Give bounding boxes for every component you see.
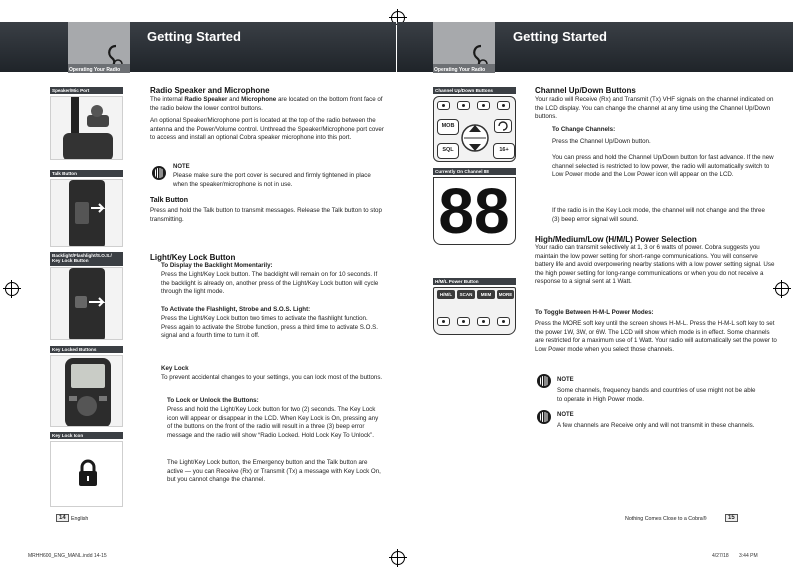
speaker-paragraph-1 [150, 96, 384, 113]
keylock-text: To prevent accidental changes to your settings, you can lock most of the buttons. [161, 374, 383, 381]
slug-date: 4/27/18 [712, 553, 729, 559]
note-text-1: Some channels, frequency bands and countries of use might not be able to operate in High Power mode. [557, 387, 756, 403]
talk-heading: Talk Button [150, 197, 188, 204]
fig-current-label: Currently On Channel 88 [433, 168, 516, 175]
channel-16-button: 16+ [493, 143, 515, 159]
soft-key-4 [497, 101, 510, 110]
channel-up-down-icon [461, 116, 489, 160]
fig-hml-label: H/M/L Power Button [433, 278, 516, 285]
note-icon-2 [537, 410, 551, 424]
sidebar-label-speaker: Speaker/Mic Port [50, 87, 123, 94]
scan-cycle-icon [494, 119, 512, 133]
soft-key-3 [477, 101, 490, 110]
key-lock-icon-box [50, 441, 123, 507]
page-title-right: Getting Started [513, 29, 607, 44]
keylock-sub-text: Press and hold the Light/Key Lock button for two (2) seconds. The Key Lock icon will appear or disappear in the LCD. When Key Lock is On, pressing any of the buttons on the front of the radio will result in a three (3) beep error message and the radio will show “Radio Locked. Hold Lock Key To Unlock”. [167, 406, 379, 439]
backlight-button-photo [50, 267, 123, 340]
fig-channel-label: Channel Up/Down Buttons [433, 87, 516, 94]
talk-text: Press and hold the Talk button to transmit messages. Release the Talk button to stop transmitting. [150, 207, 382, 223]
sidebar-label-key-lock-icon: Key Lock Icon [50, 432, 123, 439]
light-sub-1-text: Press the Light/Key Lock button. The backlight will remain on for 10 seconds. If the backlight is already on, another press of the Light/Key Lock button will cycle through the light mode. [161, 271, 379, 296]
note-icon-1 [537, 374, 551, 388]
speaker-p1-c: and [227, 96, 242, 103]
note-label-1: NOTE [557, 377, 574, 383]
sql-button: SQL [437, 143, 459, 159]
channel-text: Your radio will Receive (Rx) and Transmit (Tx) VHF signals on the channel indicated on the LCD display. You can change the channel at any time using the Channel Up/Down buttons. [535, 96, 774, 121]
speaker-p1-b1: Radio Speaker [184, 96, 228, 103]
soft-key-1 [437, 101, 450, 110]
soft-key-2 [457, 101, 470, 110]
footer-tagline: Nothing Comes Close to a Cobra® [625, 516, 707, 522]
hml-key-1 [437, 317, 450, 326]
keylock-heading: Key Lock [161, 365, 189, 372]
channel-buttons-figure [433, 96, 516, 162]
sidebar-label-talk: Talk Button [50, 170, 123, 177]
channel-number: 88 [438, 175, 510, 247]
page-language: English [71, 516, 89, 522]
section-tab: Operating Your Radio [69, 67, 121, 73]
padlock-icon [78, 459, 98, 487]
speaker-p1-d: are located on the bottom front face of the radio below the lower control buttons. [150, 96, 383, 112]
speaker-p1-b2: Microphone [241, 96, 277, 103]
mob-button: MOB [437, 119, 459, 135]
hml-sub-text: Press the MORE soft key until the screen shows H-M-L. Press the H-M-L soft key to set the power 1W, 3W, or 6W. The LCD will show which mode is in effect. Some channels are restricted for a maximum use of 1 Watt. Your radio will automatically set the power to Low Power mode when you select those channels. [535, 320, 777, 353]
channel-heading: Channel Up/Down Buttons [535, 86, 636, 95]
softkey-scan: SCAN [457, 290, 475, 299]
slug-time: 3:44 PM [739, 553, 758, 559]
keylock-text-2: The Light/Key Lock button, the Emergency button and the Talk button are active — you can Receive (Rx) or Transmit (Tx) a message with Key Lock On, but you cannot change the channel. [167, 459, 381, 484]
note-label-2: NOTE [557, 412, 574, 418]
channel-sub: To Change Channels: [552, 126, 616, 133]
hml-key-3 [477, 317, 490, 326]
key-locked-photo [50, 355, 123, 427]
speaker-paragraph-2: An optional Speaker/Microphone port is located at the top of the radio between the antenna and the Power/Volume control. Unthread the Speaker/Microphone port cover to access and install an optional Cobra speaker microphone into this port. [150, 117, 384, 142]
note-text-2: A few channels are Receive only and will not transmit in these channels. [557, 422, 755, 429]
page-number-right: 15 [725, 514, 738, 522]
keylock-sub: To Lock or Unlock the Buttons: [167, 397, 259, 404]
light-sub-1: To Display the Backlight Momentarily: [161, 262, 273, 269]
sidebar-label-key-locked: Key Locked Buttons [50, 346, 123, 353]
softkey-hml: H/M/L [437, 290, 455, 299]
section-tab-right: Operating Your Radio [434, 67, 486, 73]
lcd-figure [433, 177, 516, 245]
sidebar-label-backlight: Backlight/Flashlight/S.O.S./ Key Lock Button [50, 252, 123, 266]
talk-button-photo [50, 179, 123, 247]
hml-key-4 [497, 317, 510, 326]
note-text: Please make sure the port cover is secured and firmly tightened in place when the speaker/microphone is not in use. [173, 172, 371, 188]
hml-sub: To Toggle Between H-M-L Power Modes: [535, 309, 654, 316]
softkey-more: MORE [498, 292, 513, 297]
page-title: Getting Started [147, 29, 241, 44]
light-sub-2: To Activate the Flashlight, Strobe and S.O.S. Light: [161, 306, 311, 313]
file-slug: MRHH600_ENG_MANL.indd 14-15 [28, 553, 107, 559]
speaker-heading: Radio Speaker and Microphone [150, 86, 270, 95]
speaker-p1-a: The internal [150, 96, 185, 103]
page-number-left: 14 [56, 514, 69, 522]
note-icon [152, 166, 166, 180]
note-label: NOTE [173, 164, 190, 170]
left-page [0, 0, 396, 573]
channel-sub-text-2: You can press and hold the Channel Up/Down button for fast advance. If the new channel selected is restricted to low power, the radio will automatically switch to Low Power mode and the Low Power icon will appear on the LCD. [552, 154, 774, 179]
softkey-mem: MEM [477, 290, 495, 299]
hml-heading: High/Medium/Low (H/M/L) Power Selection [535, 235, 697, 244]
light-sub-2-text: Press the Light/Key Lock button two times to activate the flashlight function. Press again to activate the Strobe function, press a third time to activate S.O.S. signal and a fourth time to turn it off. [161, 315, 379, 340]
hml-text: Your radio can transmit selectively at 1, 3 or 6 watts of power. Cobra suggests you maintain the low power setting for short-range communications. You will conserve battery life and avoid overpowering nearby stations with a low power setting signal. Use the high power setting for long-range communications or when you do not receive a response to a signal sent at 1 Watt. [535, 244, 775, 286]
channel-sub-text-1: Press the Channel Up/Down button. [552, 138, 651, 145]
radio-top-photo [50, 96, 123, 160]
light-heading: Light/Key Lock Button [150, 253, 236, 262]
hml-key-2 [457, 317, 470, 326]
channel-sub-text-3: If the radio is in the Key Lock mode, the channel will not change and the three (3) beep error signal will sound. [552, 207, 765, 223]
right-page [397, 0, 793, 573]
hml-figure [433, 287, 516, 335]
